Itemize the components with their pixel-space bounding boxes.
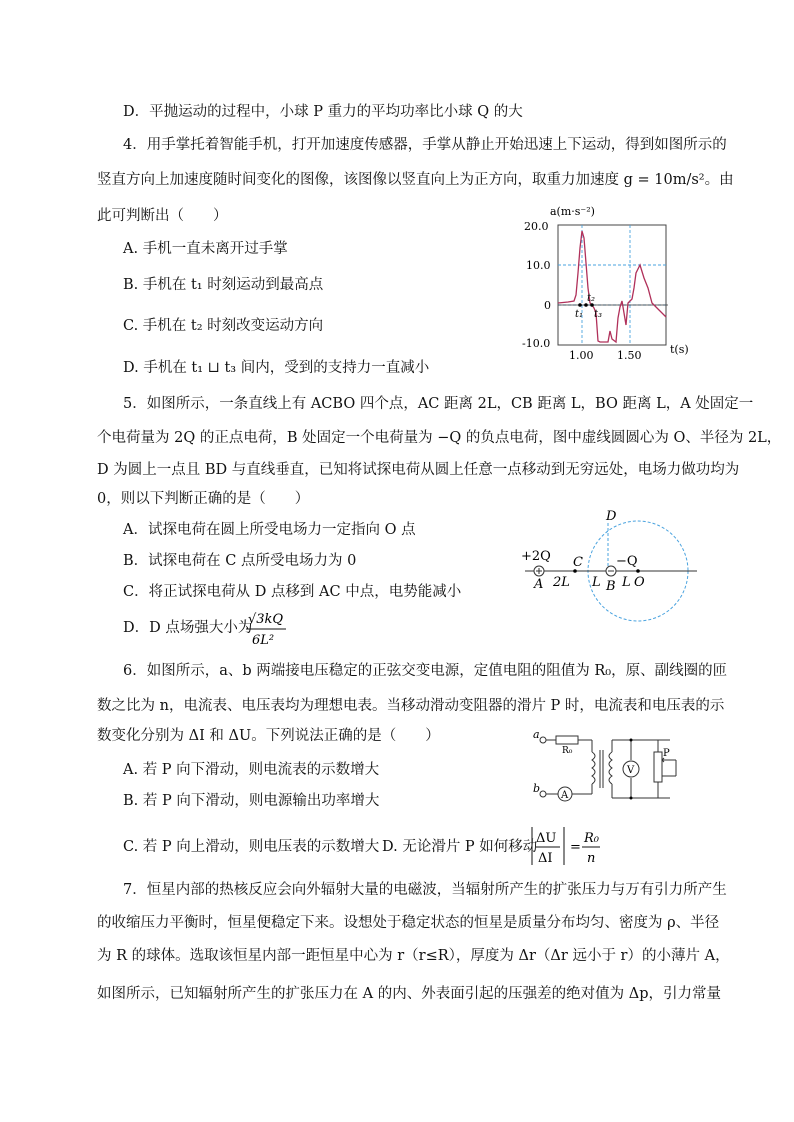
resistor-r0-label: R₀ bbox=[562, 746, 573, 756]
acceleration-curve bbox=[558, 231, 666, 342]
q4-stem-line1: 4．用手掌托着智能手机，打开加速度传感器，手掌从静止开始迅速上下运动，得到如图所示的 bbox=[123, 137, 727, 153]
q7-line4: 如图所示，已知辐射所产生的扩张压力在 A 的内、外表面引起的压强差的绝对值为 Δp，引力常量 bbox=[97, 986, 722, 1002]
graph-ytick-10: 10.0 bbox=[526, 259, 551, 272]
q5-stem-line1: 5．如图所示，一条直线上有 ACBO 四个点，AC 距离 2L，CB 距离 L，BO 距离 L，A 处固定一 bbox=[123, 396, 754, 412]
length-l2-label: L bbox=[622, 575, 631, 590]
q4-acceleration-graph bbox=[520, 203, 700, 363]
graph-t2: t₂ bbox=[587, 293, 596, 304]
q6-transformer-circuit bbox=[530, 730, 700, 810]
q5-stem-line3: D 为圆上一点且 BD 与直线垂直，已知将试探电荷从圆上任意一点移动到无穷远处，电场力做功均为 bbox=[97, 462, 740, 478]
graph-ytick-0: 0 bbox=[544, 299, 551, 312]
q6-option-b: B. 若 P 向下滑动，则电源输出功率增大 bbox=[123, 793, 380, 809]
graph-xlabel: t(s) bbox=[670, 343, 689, 356]
q5-option-a: A．试探电荷在圆上所受电场力一定指向 O 点 bbox=[123, 522, 416, 538]
graph-xtick-150: 1.50 bbox=[617, 349, 642, 362]
svg-text:=: = bbox=[570, 840, 581, 855]
q4-option-b: B. 手机在 t₁ 时刻运动到最高点 bbox=[123, 277, 324, 293]
q4-option-a: A. 手机一直未离开过手掌 bbox=[123, 241, 288, 257]
graph-t3: t₃ bbox=[594, 309, 603, 320]
q7-line3: 为 R 的球体。选取该恒星内部一距恒星中心为 r（r≤R），厚度为 Δr（Δr 远小于 r）的小薄片 A， bbox=[97, 948, 730, 964]
graph-ytick-neg10: -10.0 bbox=[522, 337, 551, 350]
length-l1-label: L bbox=[592, 575, 601, 590]
graph-ylabel: a(m·s⁻²) bbox=[550, 205, 595, 218]
graph-ytick-20: 20.0 bbox=[524, 220, 549, 233]
q5-option-d-formula bbox=[244, 608, 294, 648]
svg-text:ΔU: ΔU bbox=[536, 831, 557, 846]
graph-t1: t₁ bbox=[575, 309, 584, 320]
q4-stem-line3: 此可判断出（ ） bbox=[97, 208, 228, 224]
q6-option-a: A. 若 P 向下滑动，则电流表的示数增大 bbox=[123, 762, 380, 778]
q7-line1: 7．恒星内部的热核反应会向外辐射大量的电磁波，当辐射所产生的扩张压力与万有引力所产生 bbox=[123, 882, 727, 898]
svg-text:R₀: R₀ bbox=[584, 831, 599, 846]
length-2l-label: 2L bbox=[553, 575, 570, 590]
voltmeter-label: V bbox=[627, 765, 635, 776]
point-o-label: O bbox=[634, 575, 645, 590]
point-a-label: A bbox=[534, 577, 544, 592]
terminal-a-label: a bbox=[533, 728, 540, 741]
q5-stem-line2: 个电荷量为 2Q 的正点电荷，B 处固定一个电荷量为 −Q 的负点电荷，图中虚线圆圆心为 O、半径为 2L， bbox=[97, 430, 782, 446]
terminal-b-label: b bbox=[533, 782, 541, 795]
slider-p-label: P bbox=[663, 748, 670, 759]
plus-2q-label: +2Q bbox=[521, 549, 551, 564]
svg-text:n: n bbox=[587, 851, 596, 866]
q5-option-b: B．试探电荷在 C 点所受电场力为 0 bbox=[123, 553, 357, 569]
q5-stem-line4: 0，则以下判断正确的是（ ） bbox=[97, 491, 310, 507]
q6-option-d: D. 无论滑片 P 如何移动 bbox=[382, 839, 538, 855]
graph-xtick-100: 1.00 bbox=[569, 349, 594, 362]
q5-option-c: C．将正试探电荷从 D 点移到 AC 中点，电势能减小 bbox=[123, 584, 462, 600]
q6-stem-line2: 数之比为 n，电流表、电压表均为理想电表。当移动滑动变阻器的滑片 P 时，电流表和电压表的示 bbox=[97, 698, 725, 714]
q7-line2: 的收缩压力平衡时，恒星便稳定下来。设想处于稳定状态的恒星是质量分布均匀、密度为 ρ、半径 bbox=[97, 915, 720, 931]
q5-option-d: D．D 点场强大小为 bbox=[123, 620, 253, 636]
point-c-label: C bbox=[573, 555, 583, 570]
point-d-label: D bbox=[606, 509, 617, 524]
q6-stem-line3: 数变化分别为 ΔI 和 ΔU。下列说法正确的是（ ） bbox=[97, 728, 440, 744]
q6-option-d-formula bbox=[530, 825, 610, 869]
q6-option-c: C. 若 P 向上滑动，则电压表的示数增大 bbox=[123, 839, 380, 855]
q4-stem-line2: 竖直方向上加速度随时间变化的图像，该图像以竖直向上为正方向，取重力加速度 g = 10m/s²。由 bbox=[97, 172, 734, 188]
q6-stem-line1: 6．如图所示，a、b 两端接电压稳定的正弦交变电源，定值电阻的阻值为 R₀，原、副线圈的匝 bbox=[123, 663, 728, 679]
svg-text:6L²: 6L² bbox=[252, 633, 275, 648]
q3-option-d: D．平抛运动的过程中，小球 P 重力的平均功率比小球 Q 的大 bbox=[123, 104, 523, 120]
point-b-label: B bbox=[606, 579, 616, 594]
q4-option-d: D. 手机在 t₁ ⊔ t₃ 间内，受到的支持力一直减小 bbox=[123, 360, 430, 376]
q4-option-c: C. 手机在 t₂ 时刻改变运动方向 bbox=[123, 318, 324, 334]
svg-text:√3kQ: √3kQ bbox=[248, 612, 284, 627]
svg-text:ΔI: ΔI bbox=[538, 851, 553, 866]
ammeter-label: A bbox=[561, 790, 569, 801]
minus-q-label: −Q bbox=[616, 554, 638, 569]
q5-charge-diagram bbox=[515, 508, 715, 628]
